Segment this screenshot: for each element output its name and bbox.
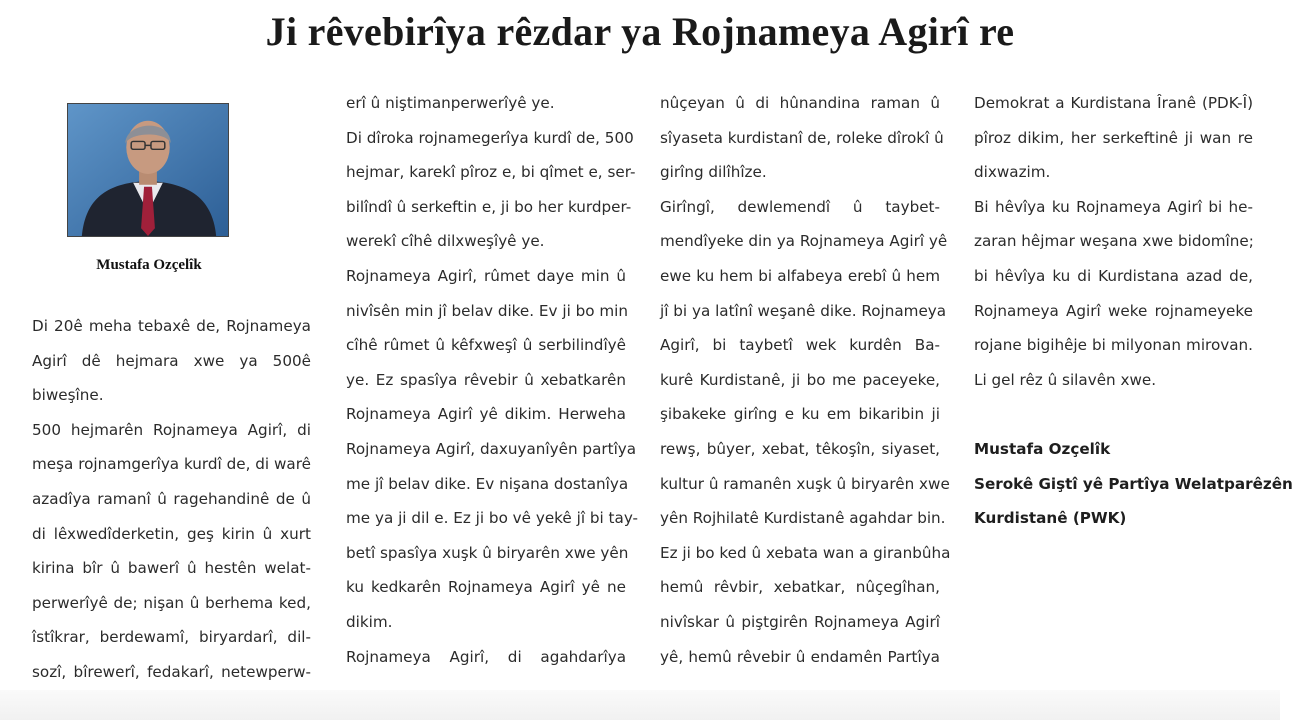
text-line: mendîyeke din ya Rojnameya Agirî yê	[660, 232, 948, 251]
text-line: Rojnameya Agirî weke rojnameyeke	[974, 301, 1253, 320]
signature-name: Mustafa Ozçelîk	[974, 439, 1111, 458]
text-line: kurê Kurdistanê, ji bo me paceyeke,	[660, 370, 940, 389]
author-photo	[67, 103, 229, 237]
text-line: yê, hemû rêvebir û endamên Partîya	[660, 647, 940, 666]
text-line: îstîkrar, berdewamî, biryardarî, dil-	[32, 628, 311, 647]
text-line: sîyaseta kurdistanî de, roleke dîrokî û	[660, 128, 944, 147]
text-line: Di 20ê meha tebaxê de, Rojnameya	[32, 317, 311, 335]
text-column-1	[32, 309, 311, 690]
text-line: ewe ku hem bi alfabeya erebî û hem	[660, 266, 940, 285]
paragraph-gap	[974, 397, 1253, 432]
text-line: di lêxwedîderketin, geş kirin û xurt	[32, 524, 311, 543]
signature-role: Serokê Giştî yê Partîya Welatparêzên	[974, 474, 1293, 493]
text-line: meşa rojnamgerîya kurdî de, di warê	[32, 455, 311, 474]
text-line: Girîngî, dewlemendî û taybet-	[660, 197, 940, 216]
text-line: me jî belav dike. Ev nişana dostanîya	[346, 474, 629, 493]
page-bottom-edge	[0, 690, 1280, 720]
text-line: jî bi ya latînî weşanê dike. Rojnameya	[660, 301, 947, 320]
text-line: betî spasîya xuşk û biryarên xwe yên	[346, 543, 629, 562]
text-line: nivîskar û piştgirên Rojnameya Agirî	[660, 612, 940, 631]
text-column-3	[660, 86, 951, 674]
text-line: zaran hêjmar weşana xwe bidomîne;	[974, 232, 1254, 251]
text-line: ye. Ez spasîya rêvebir û xebatkarên	[346, 370, 626, 389]
text-line: bilîndî û serkeftin e, ji bo her kurdper-	[346, 197, 632, 216]
text-line: dixwazim.	[974, 163, 1051, 182]
photo-caption: Mustafa Ozçelîk	[96, 257, 202, 273]
text-line: Ez ji bo ked û xebata wan a giranbûha	[660, 543, 951, 562]
text-line: nivîsên min jî belav dike. Ev ji bo min	[346, 301, 629, 320]
text-line: rojane bigihêje bi milyonan mirovan.	[974, 336, 1253, 355]
text-line: Bi hêvîya ku Rojnameya Agirî bi he-	[974, 197, 1253, 216]
text-line: bi hêvîya ku di Kurdistana azad de,	[974, 266, 1253, 285]
text-line: erî û niştimanperwerîyê ye.	[346, 94, 555, 112]
text-line: Li gel rêz û silavên xwe.	[974, 370, 1157, 389]
text-line: biweşîne.	[32, 386, 104, 405]
text-line: yên Rojhilatê Kurdistanê agahdar bin.	[660, 509, 946, 528]
page-title: Ji rêvebirîya rêzdar ya Rojnameya Agirî re	[265, 9, 1015, 54]
text-line: nûçeyan û di hûnandina raman û	[660, 94, 940, 112]
text-line: Demokrat a Kurdistana Îranê (PDK-Î)	[974, 94, 1253, 112]
text-line: me ya ji dil e. Ez ji bo vê yekê jî bi tay-	[346, 509, 639, 528]
text-line: Agirî, bi taybetî wek kurdên Ba-	[660, 336, 940, 355]
text-line: dikim.	[346, 612, 393, 631]
text-line: kirina bîr û bawerî û hestên welat-	[32, 559, 311, 578]
text-line: kultur û ramanên xuşk û biryarên xwe	[660, 474, 950, 493]
text-line: hejmar, karekî pîroz e, bi qîmet e, ser-	[346, 163, 636, 182]
text-column-2	[346, 86, 639, 674]
text-line: Di dîroka rojnamegerîya kurdî de, 500	[346, 128, 634, 147]
text-column-4	[974, 86, 1293, 536]
text-line: hemû rêvbir, xebatkar, nûçegîhan,	[660, 578, 940, 597]
text-line: girîng dilîhîze.	[660, 163, 767, 182]
text-line: Rojnameya Agirî, daxuyanîyên partîya	[346, 439, 637, 458]
text-line: sozî, bîrewerî, fedakarî, netewperw-	[32, 662, 311, 681]
text-line: 500 hejmarên Rojnameya Agirî, di	[32, 420, 311, 439]
text-line: ku kedkarên Rojnameya Agirî yê ne	[346, 578, 626, 597]
text-line: Rojnameya Agirî yê dikim. Herweha	[346, 405, 626, 424]
text-line: pîroz dikim, her serkeftinê ji wan re	[974, 128, 1253, 147]
signature-role: Kurdistanê (PWK)	[974, 509, 1127, 528]
text-line: werekî cîhê dilxweşîyê ye.	[346, 232, 545, 251]
text-line: azadîya ramanî û ragehandinê de û	[32, 489, 311, 508]
text-line: Rojnameya Agirî, di agahdarîya	[346, 647, 626, 666]
text-line: Agirî dê hejmara xwe ya 500ê	[32, 351, 311, 370]
text-line: perwerîyê de; nişan û berhema ked,	[32, 593, 311, 612]
text-line: rewş, bûyer, xebat, têkoşîn, siyaset,	[660, 439, 940, 458]
text-line: cîhê rûmet û kêfxweşî û serbilindîyê	[346, 336, 626, 355]
text-line: şibakeke girîng e ku em bikaribin ji	[660, 405, 940, 424]
text-line: Rojnameya Agirî, rûmet daye min û	[346, 266, 626, 285]
